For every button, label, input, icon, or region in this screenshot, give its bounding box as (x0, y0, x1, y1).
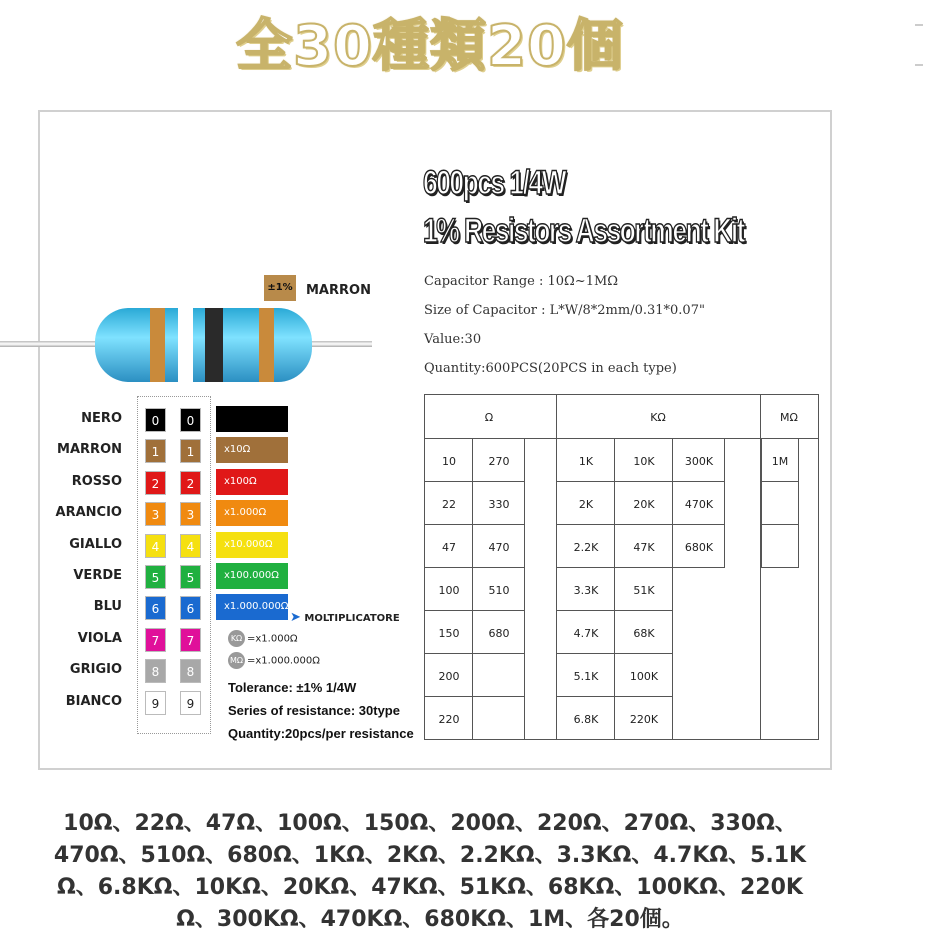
tolerance-chip: ±1% (264, 275, 296, 301)
table-cell: 4.7K (573, 627, 599, 640)
color-name: ROSSO (71, 474, 122, 489)
value-list-line: Ω、6.8KΩ、10KΩ、20KΩ、47KΩ、51KΩ、68KΩ、100KΩ、220K (57, 875, 803, 900)
multiplier-bar: x100.000Ω (216, 563, 288, 589)
value-list-line: 470Ω、510Ω、680Ω、1KΩ、2KΩ、2.2KΩ、3.3KΩ、4.7KΩ、5.1K (53, 843, 807, 868)
color-digit: 1 (145, 439, 166, 463)
color-digit: 0 (180, 408, 201, 432)
arrow-icon: ➤ (290, 610, 301, 625)
kohm-symbol: KΩ (228, 630, 245, 647)
resistor-body (95, 308, 312, 382)
table-cell: 680K (684, 541, 714, 554)
table-cell: 20K (633, 498, 655, 511)
resistor-band (205, 308, 223, 382)
table-cell: 200 (438, 670, 460, 683)
header-ohm: Ω (484, 411, 494, 424)
table-cell: 1K (578, 455, 594, 468)
color-name: GIALLO (69, 537, 122, 552)
multiplier-label: MOLTIPLICATORE (304, 613, 400, 624)
color-digit: 1 (180, 439, 201, 463)
table-cell: 220K (629, 713, 659, 726)
color-digit: 7 (145, 628, 166, 652)
color-digit: 5 (180, 565, 201, 589)
table-cell: 47K (633, 541, 655, 554)
multiplier-bar (216, 406, 288, 432)
resistor-band (178, 308, 193, 382)
kit-title-line2: 1% Resistors Assortment Kit (423, 212, 744, 250)
kit-title-line1: 600pcs 1/4W (423, 164, 566, 202)
kohm-note-text: =x1.000Ω (247, 633, 298, 645)
multiplier-title (290, 610, 400, 625)
header-mohm: MΩ (780, 411, 798, 424)
table-cell: 51K (633, 584, 655, 597)
table-cell: 47 (442, 541, 456, 554)
color-digit: 6 (145, 596, 166, 620)
color-digit: 9 (145, 691, 166, 715)
table-cell: 100 (438, 584, 460, 597)
series-line: Series of resistance: 30type (228, 703, 400, 718)
mohm-note (228, 652, 320, 669)
color-digit: 5 (145, 565, 166, 589)
table-cell: 68K (633, 627, 655, 640)
multiplier-bar: x10Ω (216, 437, 288, 463)
table-cell: 220 (438, 713, 460, 726)
table-cell: 270 (488, 455, 510, 468)
table-cell: 1M (771, 455, 789, 468)
table-cell: 2K (578, 498, 594, 511)
color-name: VIOLA (77, 631, 122, 646)
table-cell: 100K (629, 670, 659, 683)
spec-quantity: Quantity:600PCS(20PCS in each type) (424, 361, 677, 376)
table-cell-border (473, 654, 525, 697)
spec-range: Capacitor Range : 10Ω~1MΩ (424, 274, 619, 289)
table-cell: 5.1K (573, 670, 599, 683)
table-cell: 2.2K (573, 541, 599, 554)
value-list (0, 808, 860, 936)
value-table (424, 394, 819, 740)
table-cell: 10 (442, 455, 456, 468)
resistor-band (259, 308, 274, 382)
tolerance-line: Tolerance: ±1% 1/4W (228, 680, 357, 695)
table-cell: 470K (684, 498, 714, 511)
color-digit: 9 (180, 691, 201, 715)
table-cell-border (473, 697, 525, 740)
table-cell: 300K (684, 455, 714, 468)
spec-size: Size of Capacitor : L*W/8*2mm/0.31*0.07" (424, 303, 705, 318)
color-digit: 8 (180, 659, 201, 683)
color-digit: 0 (145, 408, 166, 432)
quantity-line: Quantity:20pcs/per resistance (228, 726, 414, 741)
table-cell: 150 (438, 627, 460, 640)
value-list-line: 10Ω、22Ω、47Ω、100Ω、150Ω、200Ω、220Ω、270Ω、330Ω、 (63, 811, 797, 836)
table-cell: 510 (488, 584, 510, 597)
tolerance-color-name: MARRON (306, 283, 371, 298)
table-cell-border (761, 525, 799, 568)
table-cell: 6.8K (573, 713, 599, 726)
table-cell: 3.3K (573, 584, 599, 597)
mohm-symbol: MΩ (228, 652, 245, 669)
color-name: VERDE (73, 568, 122, 583)
table-cell: 470 (488, 541, 510, 554)
value-list-line: Ω、300KΩ、470KΩ、680KΩ、1M、各20個。 (176, 907, 684, 932)
color-digit: 3 (180, 502, 201, 526)
color-digit: 2 (180, 471, 201, 495)
color-digit: 6 (180, 596, 201, 620)
table-cell: 10K (633, 455, 655, 468)
table-cell: 22 (442, 498, 456, 511)
multiplier-bar: x10.000Ω (216, 532, 288, 558)
color-name: ARANCIO (55, 505, 122, 520)
color-digit: 2 (145, 471, 166, 495)
color-name: GRIGIO (69, 662, 122, 677)
multiplier-bar: x1.000.000Ω (216, 594, 288, 620)
color-name: MARRON (57, 442, 122, 457)
color-digit: 3 (145, 502, 166, 526)
multiplier-bar: x100Ω (216, 469, 288, 495)
edge-mark (915, 24, 923, 26)
header-kohm: KΩ (650, 411, 666, 424)
edge-mark (915, 64, 923, 66)
table-cell: 330 (488, 498, 510, 511)
spec-value: Value:30 (424, 332, 482, 347)
color-digit: 7 (180, 628, 201, 652)
table-cell: 680 (488, 627, 510, 640)
color-digit: 8 (145, 659, 166, 683)
color-digit: 4 (145, 534, 166, 558)
color-name: BLU (93, 599, 122, 614)
kohm-note (228, 630, 298, 647)
color-name: BIANCO (65, 694, 122, 709)
banner-title: 全30種類20個 (236, 14, 624, 79)
table-cell-border (761, 482, 799, 525)
multiplier-bar: x1.000Ω (216, 500, 288, 526)
color-digit: 4 (180, 534, 201, 558)
color-name: NERO (81, 411, 122, 426)
mohm-note-text: =x1.000.000Ω (247, 655, 320, 667)
resistor-band (150, 308, 165, 382)
